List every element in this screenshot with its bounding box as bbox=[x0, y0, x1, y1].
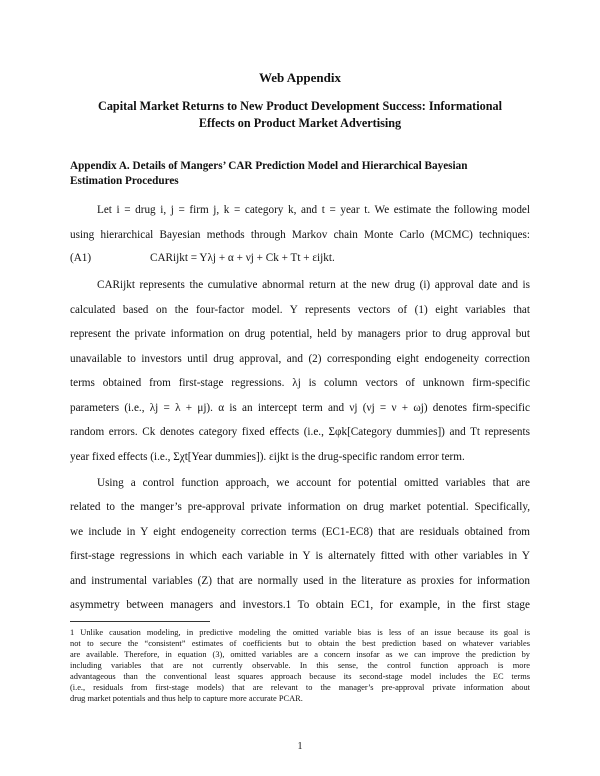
footnote-line: (i.e., residuals from first-stage models) that are relevant to the manager’s pre-approval private information about bbox=[70, 683, 530, 692]
footnote-line: are available. Therefore, in equation (3), omitted variables are a concern insofar as we can improve the prediction by bbox=[70, 650, 530, 659]
body-line: calculated based on the four-factor model. Y represents vectors of (1) eight variables that bbox=[70, 304, 530, 316]
body-line: and instrumental variables (Z) that are normally used in the literature as proxies for information bbox=[70, 575, 530, 587]
body-line: year fixed effects (i.e., Σχt[Year dummies]). εijkt is the drug-specific random error term. bbox=[70, 451, 465, 463]
footnote-line: including variables that are not currently observable. In this sense, the control function approach is more bbox=[70, 661, 530, 670]
body-line: asymmetry between managers and investors.1 To obtain EC1, for example, in the first stage bbox=[70, 599, 530, 611]
section-heading bbox=[70, 159, 540, 189]
body-line: random errors. Ck denotes category fixed effects (i.e., Σφk[Category dummies]) and Tt represents bbox=[70, 426, 530, 438]
body-line: represent the private information on drug potential, held by managers prior to drug approval but bbox=[70, 328, 530, 340]
equation: CARijkt = Yλj + α + νj + Ck + Tt + εijkt. bbox=[150, 252, 335, 264]
appendix-title: Web Appendix bbox=[258, 70, 341, 85]
body-line: related to the manger’s pre-approval private information on drug market potential. Specifically, bbox=[70, 501, 530, 513]
section-heading-line-2: Estimation Procedures bbox=[70, 175, 179, 187]
equation-tag: (A1) bbox=[70, 252, 92, 264]
footnote-line: 1 Unlike causation modeling, in predictive modeling the omitted variable bias is less of an issue because its goal is bbox=[70, 628, 530, 637]
body-line: CARijkt represents the cumulative abnormal return at the new drug (i) approval date and is bbox=[97, 279, 530, 291]
body-line: we include in Y eight endogeneity correction terms (EC1-EC8) that are residuals obtained from bbox=[70, 526, 530, 538]
footnote-line: advantageous than the conventional least squares approach because its second-stage model includes the EC terms bbox=[70, 672, 530, 681]
body-line: unavailable to investors until drug approval, and (2) corresponding eight endogeneity correction bbox=[70, 353, 530, 365]
subtitle-line-1: Capital Market Returns to New Product Development Success: Informational bbox=[98, 99, 502, 113]
body-line: first-stage regressions in which each variable in Y is alternately fitted with other variables in Y bbox=[70, 550, 530, 562]
paper-subtitle bbox=[70, 98, 530, 132]
page-number: 1 bbox=[297, 741, 303, 752]
footnote-divider bbox=[70, 621, 210, 622]
subtitle-line-2: Effects on Product Market Advertising bbox=[198, 116, 402, 130]
footnote-line: drug market potentials and thus help to capture more accurate PCAR. bbox=[70, 694, 303, 703]
body-line: using hierarchical Bayesian methods through Markov chain Monte Carlo (MCMC) techniques: bbox=[70, 229, 530, 241]
section-heading-line-1: Appendix A. Details of Mangers’ CAR Prediction Model and Hierarchical Bayesian bbox=[70, 160, 468, 172]
footnote-line: not to secure the “consistent” estimates of coefficients but to obtain the best prediction based on whatever variables bbox=[70, 639, 530, 648]
body-line: terms obtained from first-stage regressions. λj is column vectors of unknown firm-specific bbox=[70, 377, 530, 389]
body-line: Let i = drug i, j = firm j, k = category k, and t = year t. We estimate the following model bbox=[97, 204, 530, 216]
body-line: parameters (i.e., λj = λ + μj). α is an intercept term and νj (νj = ν + ωj) denotes firm-specific bbox=[70, 402, 530, 414]
body-line: Using a control function approach, we account for potential omitted variables that are bbox=[97, 477, 530, 489]
